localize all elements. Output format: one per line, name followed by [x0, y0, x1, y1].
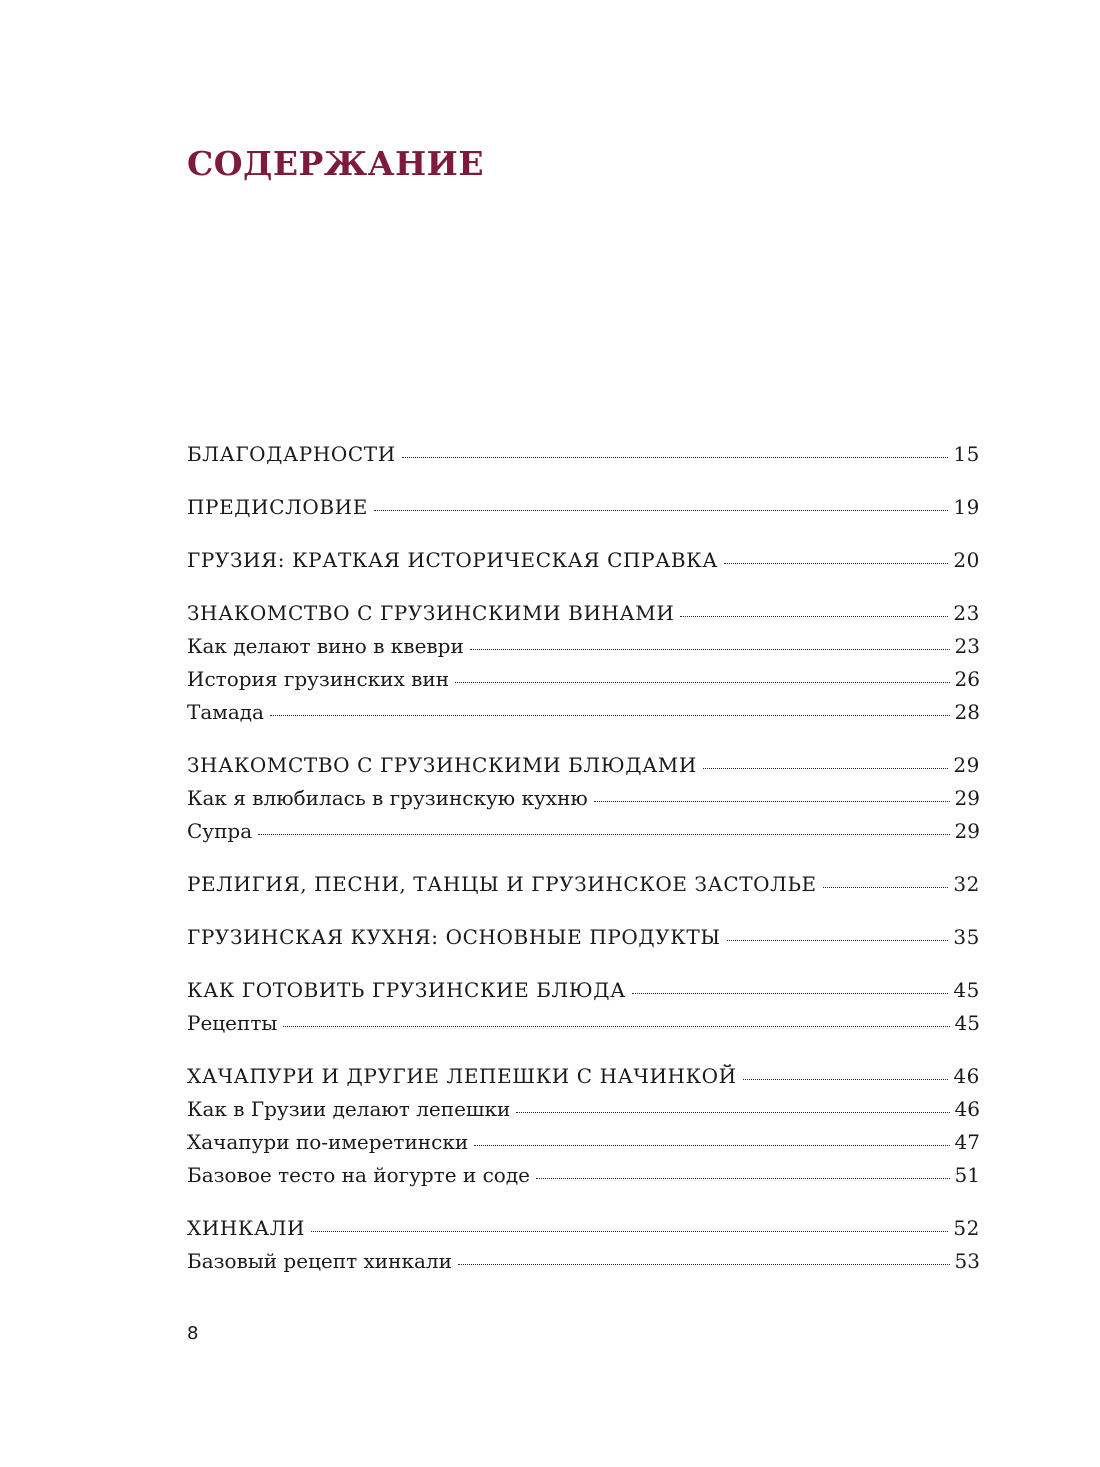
toc-entry-page-number: 26: [954, 667, 980, 691]
toc-group: [187, 544, 980, 577]
toc-entry-page-number: 46: [954, 1097, 980, 1121]
toc-entry-page-number: 35: [953, 925, 980, 949]
toc-entry-title: ХИНКАЛИ: [187, 1216, 306, 1240]
toc-subentry[interactable]: [187, 1245, 980, 1278]
toc-entry-page-number: 20: [953, 548, 980, 572]
dot-leader: [374, 510, 948, 511]
dot-leader: [727, 940, 949, 941]
toc-subentry[interactable]: [187, 1126, 980, 1159]
toc-entry-title: Супра: [187, 819, 253, 843]
toc-entry-page-number: 28: [954, 700, 980, 724]
toc-entry-page-number: 29: [954, 819, 980, 843]
toc-entry-title: КАК ГОТОВИТЬ ГРУЗИНСКИЕ БЛЮДА: [187, 978, 626, 1002]
toc-entry-title: Тамада: [187, 700, 264, 724]
dot-leader: [470, 649, 950, 650]
dot-leader: [270, 715, 950, 716]
dot-leader: [743, 1079, 949, 1080]
toc-heading-entry[interactable]: [187, 749, 980, 782]
dot-leader: [632, 993, 948, 994]
toc-heading-entry[interactable]: [187, 597, 980, 630]
toc-entry-title: ХАЧАПУРИ И ДРУГИЕ ЛЕПЕШКИ С НАЧИНКОЙ: [187, 1064, 737, 1088]
dot-leader: [474, 1145, 949, 1146]
toc-group: [187, 868, 980, 901]
dot-leader: [724, 563, 948, 564]
toc-subentry[interactable]: [187, 1007, 980, 1040]
toc-heading-entry[interactable]: [187, 1212, 980, 1245]
dot-leader: [455, 682, 949, 683]
dot-leader: [458, 1264, 950, 1265]
dot-leader: [680, 616, 948, 617]
toc-group: [187, 1060, 980, 1192]
dot-leader: [516, 1112, 949, 1113]
toc-entry-title: ЗНАКОМСТВО С ГРУЗИНСКИМИ ВИНАМИ: [187, 601, 675, 625]
dot-leader: [703, 768, 948, 769]
toc-entry-page-number: 29: [953, 753, 980, 777]
toc-group: [187, 974, 980, 1040]
toc-group: [187, 749, 980, 848]
toc-group: [187, 921, 980, 954]
toc-group: [187, 438, 980, 471]
toc-subentry[interactable]: [187, 1159, 980, 1192]
toc-entry-title: Как делают вино в квеври: [187, 634, 464, 658]
toc-entry-page-number: 46: [953, 1064, 980, 1088]
toc-entry-title: Базовое тесто на йогурте и соде: [187, 1163, 530, 1187]
dot-leader: [594, 801, 950, 802]
toc-subentry[interactable]: [187, 696, 980, 729]
toc-entry-page-number: 45: [953, 978, 980, 1002]
toc-entry-page-number: 45: [954, 1011, 980, 1035]
toc-group: [187, 597, 980, 729]
toc-entry-page-number: 47: [954, 1130, 980, 1154]
toc-heading-entry[interactable]: [187, 1060, 980, 1093]
toc-entry-title: Как в Грузии делают лепешки: [187, 1097, 511, 1121]
toc-entry-title: ПРЕДИСЛОВИЕ: [187, 495, 368, 519]
toc-group: [187, 491, 980, 524]
toc-heading-entry[interactable]: [187, 491, 980, 524]
table-of-contents: [187, 438, 980, 1298]
toc-heading-entry[interactable]: [187, 921, 980, 954]
toc-entry-title: История грузинских вин: [187, 667, 450, 691]
toc-entry-title: ЗНАКОМСТВО С ГРУЗИНСКИМИ БЛЮДАМИ: [187, 753, 697, 777]
toc-entry-page-number: 51: [954, 1163, 980, 1187]
toc-entry-page-number: 29: [954, 786, 980, 810]
toc-entry-title: Хачапури по-имеретински: [187, 1130, 469, 1154]
toc-entry-page-number: 19: [953, 495, 980, 519]
toc-subentry[interactable]: [187, 815, 980, 848]
toc-entry-page-number: 32: [953, 872, 980, 896]
toc-entry-title: Базовый рецепт хинкали: [187, 1249, 452, 1273]
toc-entry-title: РЕЛИГИЯ, ПЕСНИ, ТАНЦЫ И ГРУЗИНСКОЕ ЗАСТОЛЬЕ: [187, 872, 817, 896]
page-title: СОДЕРЖАНИЕ: [187, 144, 485, 183]
toc-heading-entry[interactable]: [187, 974, 980, 1007]
toc-subentry[interactable]: [187, 663, 980, 696]
dot-leader: [283, 1026, 949, 1027]
toc-entry-page-number: 23: [954, 634, 980, 658]
toc-subentry[interactable]: [187, 630, 980, 663]
toc-heading-entry[interactable]: [187, 438, 980, 471]
toc-entry-title: ГРУЗИНСКАЯ КУХНЯ: ОСНОВНЫЕ ПРОДУКТЫ: [187, 925, 721, 949]
toc-entry-page-number: 15: [953, 442, 980, 466]
dot-leader: [311, 1231, 948, 1232]
toc-entry-page-number: 53: [954, 1249, 980, 1273]
toc-entry-page-number: 23: [953, 601, 980, 625]
toc-group: [187, 1212, 980, 1278]
toc-entry-title: Как я влюбилась в грузинскую кухню: [187, 786, 588, 810]
toc-subentry[interactable]: [187, 782, 980, 815]
toc-subentry[interactable]: [187, 1093, 980, 1126]
dot-leader: [823, 887, 949, 888]
toc-heading-entry[interactable]: [187, 544, 980, 577]
toc-entry-title: ГРУЗИЯ: КРАТКАЯ ИСТОРИЧЕСКАЯ СПРАВКА: [187, 548, 719, 572]
toc-entry-title: БЛАГОДАРНОСТИ: [187, 442, 396, 466]
toc-entry-title: Рецепты: [187, 1011, 278, 1035]
dot-leader: [402, 457, 949, 458]
dot-leader: [258, 834, 949, 835]
toc-entry-page-number: 52: [953, 1216, 980, 1240]
page-number: 8: [187, 1323, 199, 1344]
dot-leader: [536, 1178, 950, 1179]
toc-heading-entry[interactable]: [187, 868, 980, 901]
